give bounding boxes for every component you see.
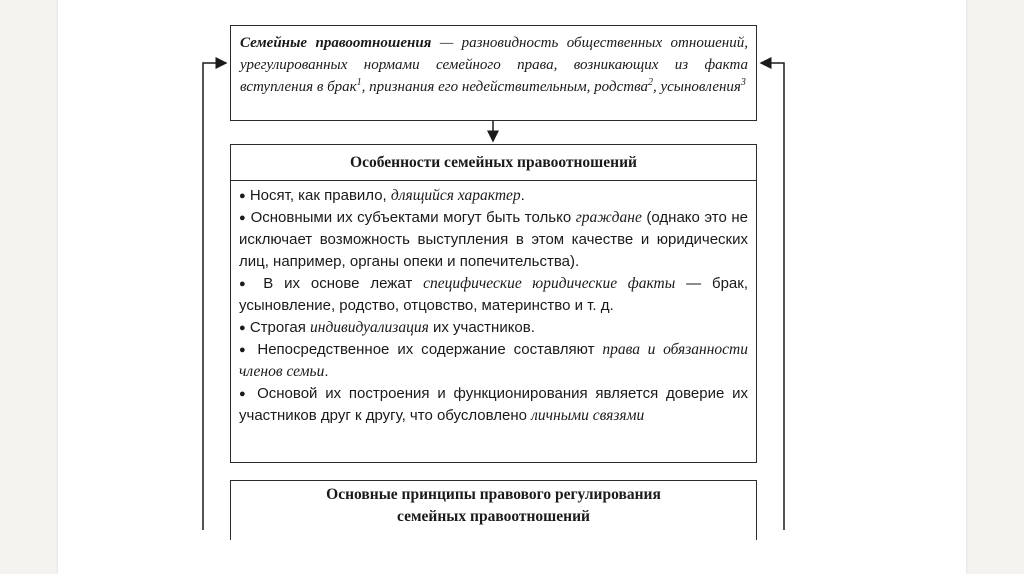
bullet-icon: ● bbox=[239, 212, 247, 224]
footnote-2: 2 bbox=[647, 77, 653, 88]
feature-item: ● В их основе лежат специфические юридические факты — брак, усыновление, родство, отцовство, материнство и т. д. bbox=[239, 275, 748, 314]
principles-box bbox=[230, 480, 757, 540]
definition-dash: — bbox=[431, 35, 462, 51]
footnote-1: 1 bbox=[356, 77, 362, 88]
definition-text-2: , признания его недействительным, родства bbox=[361, 79, 648, 95]
bullet-icon: ● bbox=[239, 388, 250, 400]
features-box bbox=[230, 144, 757, 463]
feature-item: ● Непосредственное их содержание составляют права и обязанности членов семьи. bbox=[239, 341, 748, 380]
bullet-icon: ● bbox=[239, 278, 253, 290]
feature-item: ● Основными их субъектами могут быть только граждане (однако это не исключает возможность выступления в этом качестве и юридических лиц, например, органы опеки и попечительства). bbox=[239, 209, 748, 270]
definition-text-1: разновидность общественных отношений, урегулированных нормами семейного права, возникающих из факта вступления в брак bbox=[240, 35, 748, 95]
feature-item: ● Носят, как правило, длящийся характер. bbox=[239, 187, 525, 204]
feature-item: ● Строгая индивидуализация их участников. bbox=[239, 319, 535, 336]
features-list bbox=[231, 181, 756, 427]
bullet-icon: ● bbox=[239, 190, 246, 202]
principles-title-line1: Основные принципы правового регулирования bbox=[326, 486, 661, 503]
bullet-icon: ● bbox=[239, 344, 250, 356]
footnote-3: 3 bbox=[740, 77, 746, 88]
definition-text-3: , усыновления bbox=[652, 79, 741, 95]
definition-box bbox=[230, 25, 757, 121]
feature-item: ● Основой их построения и функционирования является доверие их участников друг к другу, что обусловлено личными связями bbox=[239, 385, 748, 424]
left-loop-arrow bbox=[203, 63, 226, 530]
right-loop-arrow bbox=[761, 63, 784, 530]
definition-term: Семейные правоотношения bbox=[240, 35, 432, 51]
principles-title-line2: семейных правоотношений bbox=[397, 508, 590, 525]
bullet-icon: ● bbox=[239, 322, 246, 334]
features-title: Особенности семейных правоотношений bbox=[231, 145, 756, 181]
